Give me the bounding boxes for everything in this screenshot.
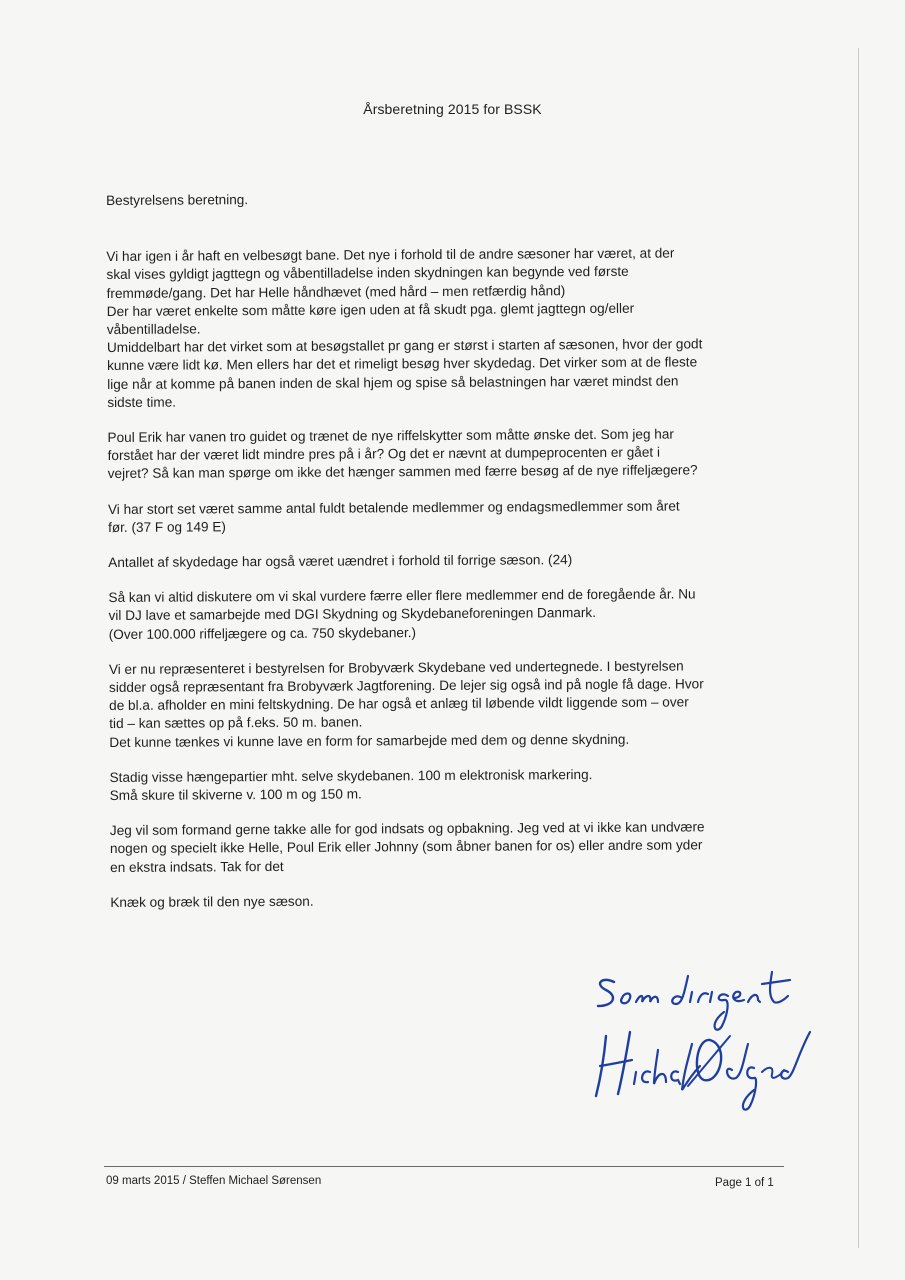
- paragraph-line: Jeg vil som formand gerne takke alle for god indsats og opbakning. Jeg ved at vi ikke kan undvære: [109, 819, 705, 839]
- body-paragraph: [108, 550, 788, 572]
- paragraph-line: kunne være lidt kø. Men ellers har det et rimeligt besøg hver skydedag. Det virker som at de fleste: [107, 354, 698, 374]
- paragraph-line: før. (37 F og 149 E): [108, 519, 226, 535]
- paragraph-line: Vi har igen i år haft en velbesøgt bane. Det nye i forhold til de andre sæsoner har været, at der: [106, 245, 675, 265]
- paragraph-line: våbentilladelse.: [106, 321, 201, 338]
- body-paragraph: [110, 765, 790, 806]
- body-paragraph: [106, 244, 787, 412]
- footer-rule: [104, 1166, 784, 1167]
- document-body: [106, 188, 790, 929]
- paragraph-line: Stadig visse hængepartier mht. selve skydebanen. 100 m elektronisk markering.: [109, 766, 593, 785]
- paragraph-line: fremmøde/gang. Det har Helle håndhævet (med hård – men retfærdig hånd): [106, 282, 566, 301]
- paragraph-line: Der har været enkelte som måtte køre igen uden at få skudt pga. glemt jagttegn og/eller: [106, 300, 635, 319]
- paragraph-line: Vi er nu repræsenteret i bestyrelsen for Brobyværk Skydebane ved undertegnede. I bestyrelsen: [108, 658, 684, 677]
- paragraph-line: vil DJ lave et samarbejde med DGI Skydning og Skydebaneforeningen Danmark.: [108, 605, 597, 624]
- paragraph-list: [106, 244, 790, 912]
- footer-date-author: 09 marts 2015 / Steffen Michael Sørensen: [106, 1175, 322, 1187]
- paragraph-line: Knæk og bræk til den nye sæson.: [110, 893, 314, 910]
- body-paragraph: [108, 496, 788, 537]
- paragraph-line: (Over 100.000 riffeljægere og ca. 750 skydebaner.): [108, 624, 417, 642]
- scan-edge-line: [858, 48, 859, 1248]
- body-paragraph: [110, 890, 790, 912]
- paragraph-line: forstået har der været lidt mindre pres på i år? Og det er nævnt at dumpeprocenten er gået i: [107, 444, 661, 464]
- paragraph-line: Umiddelbart har det virket som at besøgstallet pr gang er størst i starten af sæsonen, hvor der godt: [106, 336, 703, 356]
- paragraph-line: de bl.a. afholder en mini feltskydning. De har også et anlæg til løbende vildt liggende som – over: [109, 694, 689, 714]
- paragraph-line: lige når at komme på banen inden de skal hjem og spise så belastningen har været mindst den: [107, 373, 679, 392]
- paragraph-line: sidste time.: [107, 394, 177, 410]
- paragraph-line: Det kunne tænkes vi kunne lave en form for samarbejde med dem og denne skydning.: [109, 731, 630, 750]
- body-paragraph: [107, 425, 787, 484]
- paragraph-line: Antallet af skydedage har også været uændret i forhold til forrige sæson. (24): [108, 552, 573, 571]
- handwritten-signature: [584, 954, 824, 1134]
- body-paragraph: [108, 585, 788, 644]
- paragraph-line: tid – kan sættes op på f.eks. 50 m. banen.: [109, 714, 363, 732]
- paragraph-line: skal vises gyldigt jagttegn og våbentilladelse inden skydningen kan begynde ved første: [106, 264, 629, 283]
- footer-page-number: Page 1 of 1: [715, 1177, 774, 1189]
- paragraph-line: Poul Erik har vanen tro guidet og trænet de nye riffelskytter som måtte ønske det. Som jeg har: [107, 426, 674, 446]
- paragraph-line: vejret? Så kan man spørge om ikke det hænger sammen med færre besøg af de nye riffeljægere?: [107, 462, 698, 482]
- paragraph-line: nogen og specielt ikke Helle, Poul Erik eller Johnny (som åbner banen for os) eller andre som yder: [109, 837, 703, 857]
- body-paragraph: [109, 657, 790, 752]
- paragraph-line: sidder også repræsentant fra Brobyværk Jagtforening. De lejer sig også ind på nogle få dage. Hvor: [108, 676, 704, 696]
- paragraph-line: en ekstra indsats. Tak for det: [110, 858, 284, 875]
- document-title: Årsberetning 2015 for BSSK: [363, 101, 542, 117]
- paragraph-line: Vi har stort set været samme antal fuldt betalende medlemmer og endagsmedlemmer som året: [107, 498, 680, 517]
- paragraph-line: Små skure til skiverne v. 100 m og 150 m.: [109, 786, 362, 804]
- paragraph-line: Så kan vi altid diskutere om vi skal vurdere færre eller flere medlemmer end de foregående år. Nu: [108, 586, 696, 606]
- body-paragraph: [110, 818, 790, 877]
- section-heading: Bestyrelsens beretning.: [106, 192, 249, 208]
